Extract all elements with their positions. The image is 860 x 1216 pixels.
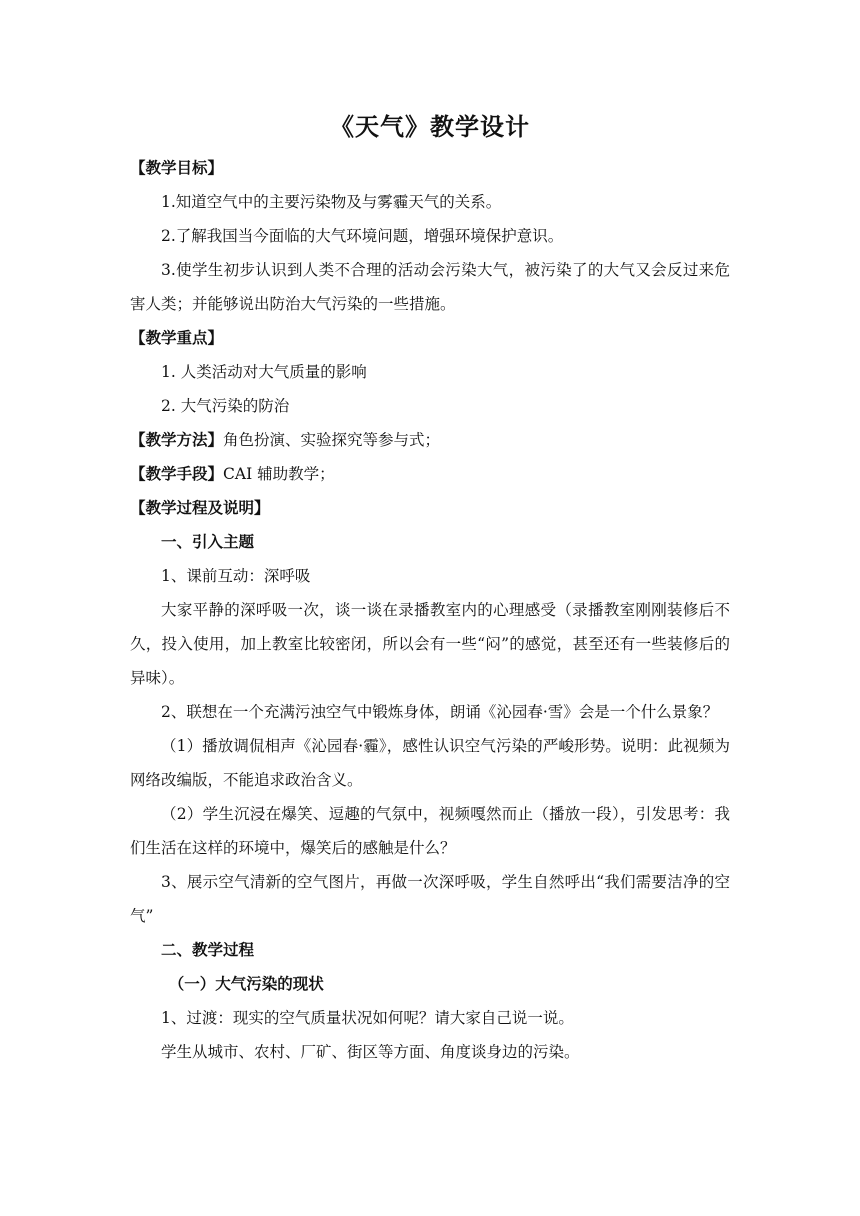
key-point-item: 2. 大气污染的防治 <box>161 397 290 415</box>
means-text: CAI 辅助教学； <box>223 465 335 483</box>
step-title: 1、课前互动：深呼吸 <box>161 567 311 585</box>
goal-item: 1.知道空气中的主要污染物及与雾霾天气的关系。 <box>161 193 502 211</box>
process-item: 1、过渡：现实的空气质量状况如何呢？请大家自己说一说。 <box>161 1009 574 1027</box>
sub-paragraph: （1）播放调侃相声《沁园春·霾》，感性认识空气污染的严峻形势。说明：此视频为网络改编版，不能追求政治含义。 <box>130 737 730 789</box>
step-paragraph: 3、展示空气清新的空气图片，再做一次深呼吸，学生自然呼出“我们需要洁净的空气” <box>130 873 730 925</box>
key-points-heading: 【教学重点】 <box>130 329 224 347</box>
means-heading: 【教学手段】 <box>130 465 224 483</box>
methods-line <box>130 423 730 457</box>
goals-heading: 【教学目标】 <box>130 159 224 177</box>
key-point-item: 1. 人类活动对大气质量的影响 <box>161 363 367 381</box>
methods-heading: 【教学方法】 <box>130 431 224 449</box>
goal-item: 2.了解我国当今面临的大气环境问题，增强环境保护意识。 <box>161 227 564 245</box>
section-title: 二、教学过程 <box>161 941 255 959</box>
section-title: 一、引入主题 <box>161 533 255 551</box>
subsection-title: （一）大气污染的现状 <box>168 975 324 993</box>
means-line <box>130 457 730 491</box>
document-body <box>130 151 730 1069</box>
goal-item: 3.使学生初步认识到人类不合理的活动会污染大气，被污染了的大气又会反过来危害人类；并能够说出防治大气污染的一些措施。 <box>130 261 730 313</box>
methods-text: 角色扮演、实验探究等参与式； <box>223 431 441 449</box>
document-title: 《天气》教学设计 <box>330 113 530 141</box>
process-item: 学生从城市、农村、厂矿、街区等方面、角度谈身边的污染。 <box>161 1043 580 1061</box>
sub-paragraph: （2）学生沉浸在爆笑、逗趣的气氛中，视频嘎然而止（播放一段），引发思考：我们生活在这样的环境中，爆笑后的感触是什么？ <box>130 805 730 857</box>
step-paragraph: 2、联想在一个充满污浊空气中锻炼身体，朗诵《沁园春·雪》会是一个什么景象？ <box>161 703 719 721</box>
process-heading: 【教学过程及说明】 <box>130 499 270 517</box>
step-paragraph: 大家平静的深呼吸一次，谈一谈在录播教室内的心理感受（录播教室刚刚装修后不久，投入使用，加上教室比较密闭，所以会有一些“闷”的感觉，甚至还有一些装修后的异味）。 <box>130 601 730 687</box>
